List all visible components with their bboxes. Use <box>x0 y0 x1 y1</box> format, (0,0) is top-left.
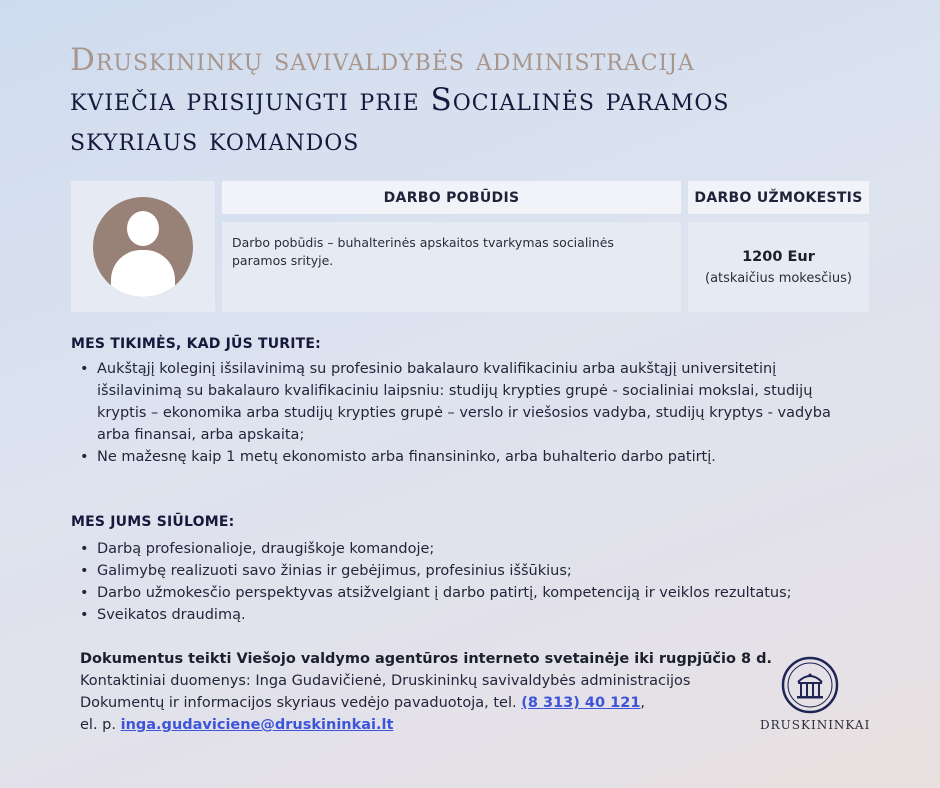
contact-email-line <box>80 714 780 736</box>
druskininkai-emblem-icon <box>781 656 839 714</box>
offer-list <box>80 538 860 626</box>
contact-phone-line <box>80 692 780 714</box>
heading-invitation-line2: skyriaus komandos <box>70 122 360 158</box>
email-link[interactable]: inga.gudaviciene@druskininkai.lt <box>120 717 394 733</box>
submission-deadline: Dokumentus teikti Viešojo valdymo agentūros interneto svetainėje iki rugpjūčio 8 d. <box>80 651 773 667</box>
salary-cell <box>688 222 869 312</box>
logo-text: DRUSKININKAI <box>760 718 871 732</box>
salary-amount: 1200 Eur <box>742 248 815 265</box>
page-heading <box>70 40 890 160</box>
avatar-box <box>71 181 215 312</box>
phone-link[interactable]: (8 313) 40 121 <box>521 695 641 711</box>
heading-organization: Druskininkų savivaldybės administracija <box>70 42 695 78</box>
offer-title: MES JUMS SIŪLOME: <box>71 514 235 530</box>
list-item: • Sveikatos draudimą. <box>80 604 860 626</box>
job-nature-header: DARBO POBŪDIS <box>222 181 681 214</box>
salary-note: (atskaičius mokesčius) <box>705 270 852 286</box>
list-item: • Darbą profesionalioje, draugiškoje komandoje; <box>80 538 860 560</box>
contact-person: Kontaktiniai duomenys: Inga Gudavičienė, Druskininkų savivaldybės administracijos <box>80 673 691 689</box>
job-description: Darbo pobūdis – buhalterinės apskaitos tvarkymas socialinės paramos srityje. <box>222 222 681 312</box>
list-item: • Darbo užmokesčio perspektyvas atsižvelgiant į darbo patirtį, kompetenciją ir veiklos rezultatus; <box>80 582 860 604</box>
avatar-placeholder-icon <box>93 197 193 297</box>
expect-title: MES TIKIMĖS, KAD JŪS TURITE: <box>71 336 321 352</box>
list-item: • Aukštąjį koleginį išsilavinimą su profesinio bakalauro kvalifikaciniu arba aukštąjį universitetinį išsilavinimą su bakalauro kvalifikaciniu laipsniu: studijų krypties grupė - socialiniai mokslai, studijų kryptis – ekonomika arba studijų krypties grupė – verslo ir viešosios vadyba, studijų kryptys - vadyba arba finansai, arba apskaita; <box>80 358 860 446</box>
list-item: • Galimybę realizuoti savo žinias ir gebėjimus, profesinius iššūkius; <box>80 560 860 582</box>
contact-block <box>80 648 780 736</box>
contact-role: Dokumentų ir informacijos skyriaus vedėjo pavaduotoja, tel. <box>80 695 522 711</box>
email-prefix: el. p. <box>80 717 121 733</box>
list-item: • Ne mažesnę kaip 1 metų ekonomisto arba finansininko, arba buhalterio darbo patirtį. <box>80 446 860 468</box>
heading-invitation-line1: kviečia prisijungti prie Socialinės paramos <box>70 82 730 118</box>
salary-header: DARBO UŽMOKESTIS <box>688 181 869 214</box>
contact-comma: , <box>640 695 646 711</box>
expect-list <box>80 358 860 468</box>
druskininkai-logo <box>760 656 871 732</box>
